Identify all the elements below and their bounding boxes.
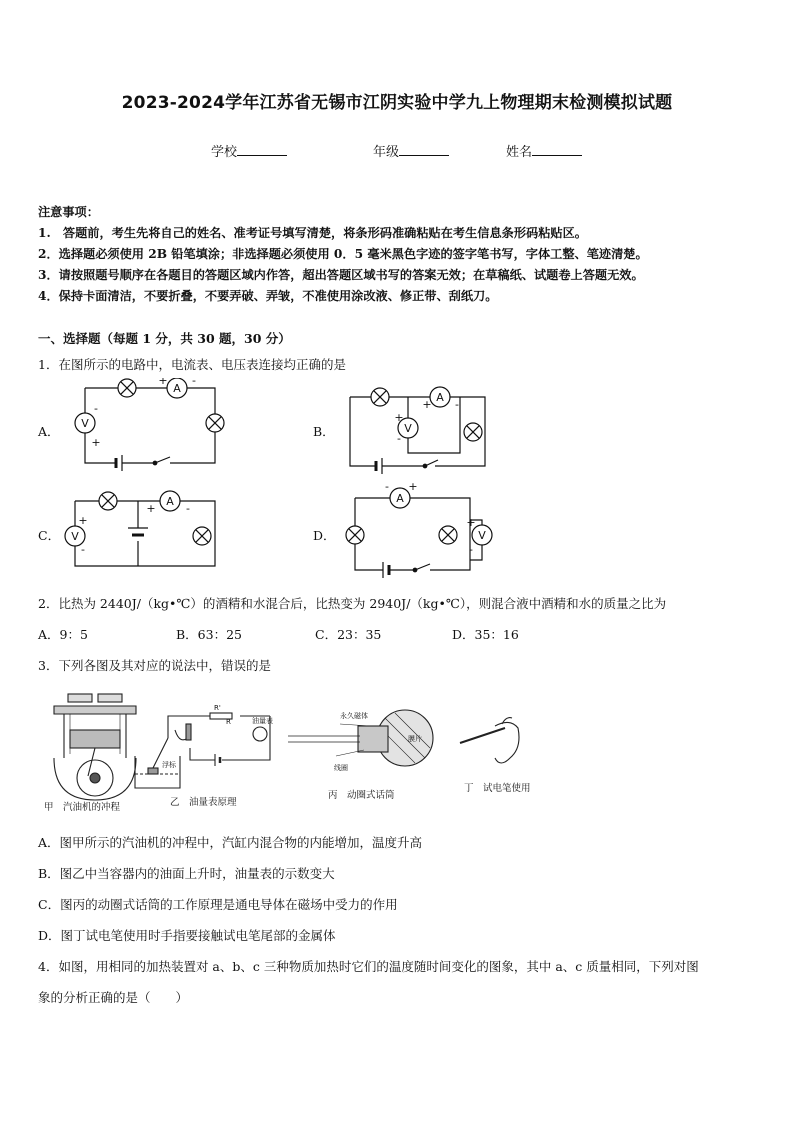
q2-option: D．35：16 xyxy=(452,627,519,642)
plus-sign: + xyxy=(394,411,404,424)
engine-figure xyxy=(54,694,136,800)
grade-field[interactable] xyxy=(373,141,449,160)
ammeter-label: A xyxy=(173,382,181,395)
minus-sign: - xyxy=(455,398,459,411)
voltmeter-label: V xyxy=(478,529,486,542)
notice-item: 2．选择题必须使用 2B 铅笔填涂；非选择题必须使用 0．5 毫米黑色字迹的签字笔书写，字体工整、笔迹清楚。 xyxy=(38,247,648,261)
circuit-d xyxy=(346,488,492,578)
page-title: 2023-2024学年江苏省无锡市江阴实验中学九上物理期末检测模拟试题 xyxy=(121,93,673,113)
plus-sign: + xyxy=(422,398,432,411)
plus-sign: + xyxy=(466,516,476,529)
section-heading: 一、选择题（每题 1 分，共 30 题，30 分） xyxy=(38,331,291,346)
notice-heading: 注意事项： xyxy=(38,205,99,219)
ammeter-label: A xyxy=(396,492,404,505)
caption-jia: 甲 汽油机的冲程 xyxy=(44,802,121,813)
option-c-label: C． xyxy=(38,528,61,543)
ammeter-label: A xyxy=(166,495,174,508)
minus-sign: - xyxy=(81,543,85,556)
question-4-stem: 4．如图，用相同的加热装置对 a、b、c 三种物质加热时它们的温度随时间变化的图象，其中 a、c 质量相同，下列对图 xyxy=(38,959,699,974)
option-a-label: A． xyxy=(38,424,60,439)
caption-yi: 乙 油量表原理 xyxy=(170,797,237,808)
minus-sign: - xyxy=(192,378,196,387)
minus-sign: - xyxy=(397,432,401,445)
caption-bing: 丙 动圈式话筒 xyxy=(328,790,395,801)
q3-option-a: A．图甲所示的汽油机的冲程中，汽缸内混合物的内能增加，温度升高 xyxy=(38,835,423,850)
notice-item: 1. 答题前，考生先将自己的姓名、准考证号填写清楚，将条形码准确粘贴在考生信息条形码粘贴区。 xyxy=(38,226,587,240)
school-field[interactable] xyxy=(211,141,287,160)
q3-figures xyxy=(40,688,550,813)
minus-sign: - xyxy=(385,480,389,493)
question-4-stem-cont: 象的分析正确的是（ ） xyxy=(38,990,189,1005)
question-1-stem: 1．在图所示的电路中，电流表、电压表连接均正确的是 xyxy=(38,357,346,372)
q2-option: C．23：35 xyxy=(315,627,382,642)
ammeter-label: A xyxy=(436,391,444,404)
caption-ding: 丁 试电笔使用 xyxy=(464,783,531,794)
rp-label: R' xyxy=(214,704,221,712)
q2-option: B．63：25 xyxy=(176,627,242,642)
plus-sign: + xyxy=(91,436,101,449)
oil-meter-label: 油量表 xyxy=(252,717,273,725)
coil-label: 线圈 xyxy=(334,764,348,772)
question-2-stem: 2．比热为 2440J/（kg•℃）的酒精和水混合后，比热变为 2940J/（kg•℃），则混合液中酒精和水的质量之比为 xyxy=(38,596,667,611)
notice-item: 3．请按照题号顺序在各题目的答题区域内作答，超出答题区域书写的答案无效；在草稿纸、试题卷上答题无效。 xyxy=(38,268,644,282)
plus-sign: + xyxy=(158,378,168,387)
plus-sign: + xyxy=(78,514,88,527)
q1-circuit-figures xyxy=(30,378,500,583)
name-blank[interactable] xyxy=(532,143,582,156)
magnet-label: 永久磁体 xyxy=(340,712,368,720)
grade-blank[interactable] xyxy=(399,143,449,156)
name-label: 姓名 xyxy=(506,145,533,160)
option-b-label: B． xyxy=(313,424,335,439)
circuit-c xyxy=(65,491,215,566)
oil-gauge-figure xyxy=(135,713,270,788)
circuit-a xyxy=(75,378,224,471)
plus-sign: + xyxy=(146,502,156,515)
r-label: R xyxy=(226,718,231,726)
minus-sign: - xyxy=(94,402,98,415)
grade-label: 年级 xyxy=(373,145,400,160)
question-3-stem: 3．下列各图及其对应的说法中，错误的是 xyxy=(38,658,271,673)
plus-sign: + xyxy=(408,480,418,493)
test-pen-figure xyxy=(460,718,519,763)
voltmeter-label: V xyxy=(71,530,79,543)
option-d-label: D． xyxy=(313,528,336,543)
school-label: 学校 xyxy=(211,145,238,160)
school-blank[interactable] xyxy=(237,143,287,156)
minus-sign: - xyxy=(469,543,473,556)
circuit-b xyxy=(350,387,485,474)
q2-option: A．9：5 xyxy=(38,627,88,642)
voltmeter-label: V xyxy=(81,417,89,430)
float-label: 浮标 xyxy=(162,761,176,769)
q3-option-d: D．图丁试电笔使用时手指要接触试电笔尾部的金属体 xyxy=(38,928,336,943)
name-field[interactable] xyxy=(506,141,582,160)
minus-sign: - xyxy=(186,502,190,515)
q3-option-b: B．图乙中当容器内的油面上升时，油量表的示数变大 xyxy=(38,866,335,881)
q3-option-c: C．图丙的动圈式话筒的工作原理是通电导体在磁场中受力的作用 xyxy=(38,897,398,912)
notice-item: 4．保持卡面清洁，不要折叠，不要弄破、弄皱，不准使用涂改液、修正带、刮纸刀。 xyxy=(38,289,498,303)
diaphragm-label: 膜片 xyxy=(408,735,422,743)
voltmeter-label: V xyxy=(404,422,412,435)
